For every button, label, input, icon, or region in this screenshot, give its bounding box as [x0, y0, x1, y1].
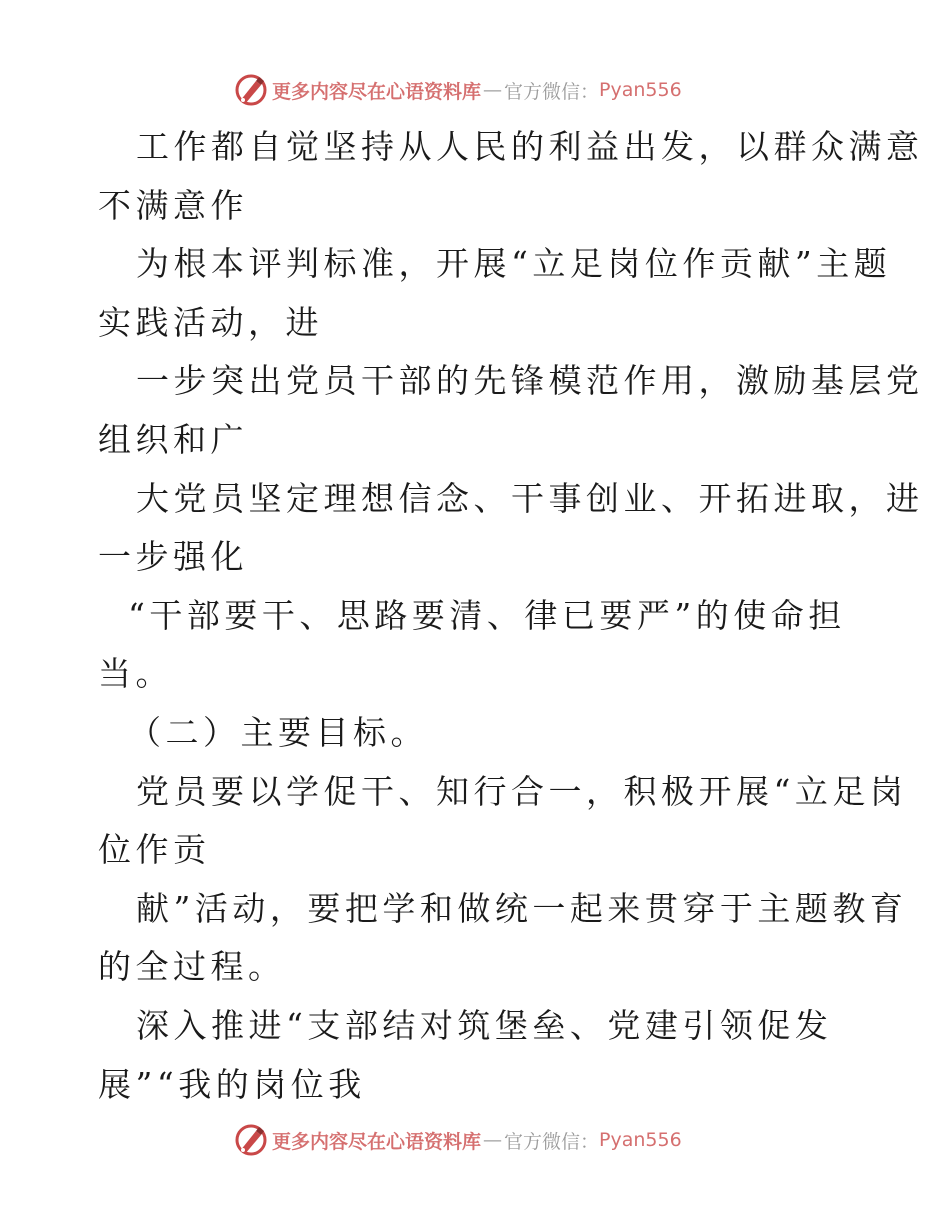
body-line: “干部要干、思路要清、律已要严”的使命担	[128, 595, 846, 635]
body-line: 大党员坚定理想信念、干事创业、开拓进取，进	[136, 478, 924, 518]
body-line: 组织和广	[98, 419, 248, 459]
body-line: 党员要以学促干、知行合一，积极开展“立足岗	[136, 771, 908, 811]
body-line: 不满意作	[98, 185, 248, 225]
body-line: 展”“我的岗位我	[98, 1064, 366, 1104]
body-line: 一步强化	[98, 537, 248, 577]
body-line: 献”活动，要把学和做统一起来贯穿于主题教育	[136, 888, 908, 928]
section-heading: （二）主要目标。	[128, 712, 428, 752]
body-line: 深入推进“支部结对筑堡垒、党建引领促发	[136, 1005, 833, 1045]
body-line: 实践活动，进	[98, 302, 323, 342]
body-line: 一步突出党员干部的先锋模范作用，激励基层党	[136, 361, 924, 401]
watermark-wechat-id: Pyan556	[599, 79, 682, 101]
body-line: 为根本评判标准，开展“立足岗位作贡献”主题	[136, 244, 892, 284]
body-line: 当。	[98, 654, 173, 694]
watermark-dash: —	[483, 79, 503, 101]
red-pen-logo-icon	[234, 1123, 268, 1157]
header-watermark	[234, 72, 682, 108]
document-body	[98, 118, 924, 1114]
watermark-library-text: 更多内容尽在心语资料库	[272, 80, 482, 103]
footer-watermark	[234, 1122, 682, 1158]
red-pen-logo-icon	[234, 73, 268, 107]
watermark-wechat-label: 官方微信：	[504, 80, 600, 103]
watermark-wechat-label: 官方微信：	[504, 1130, 600, 1153]
body-line: 的全过程。	[98, 947, 286, 987]
watermark-wechat-id: Pyan556	[599, 1129, 682, 1151]
watermark-dash: —	[483, 1129, 503, 1151]
body-line: 工作都自觉坚持从人民的利益出发，以群众满意	[136, 127, 924, 166]
body-line: 位作贡	[98, 830, 211, 870]
watermark-library-text: 更多内容尽在心语资料库	[272, 1130, 482, 1153]
